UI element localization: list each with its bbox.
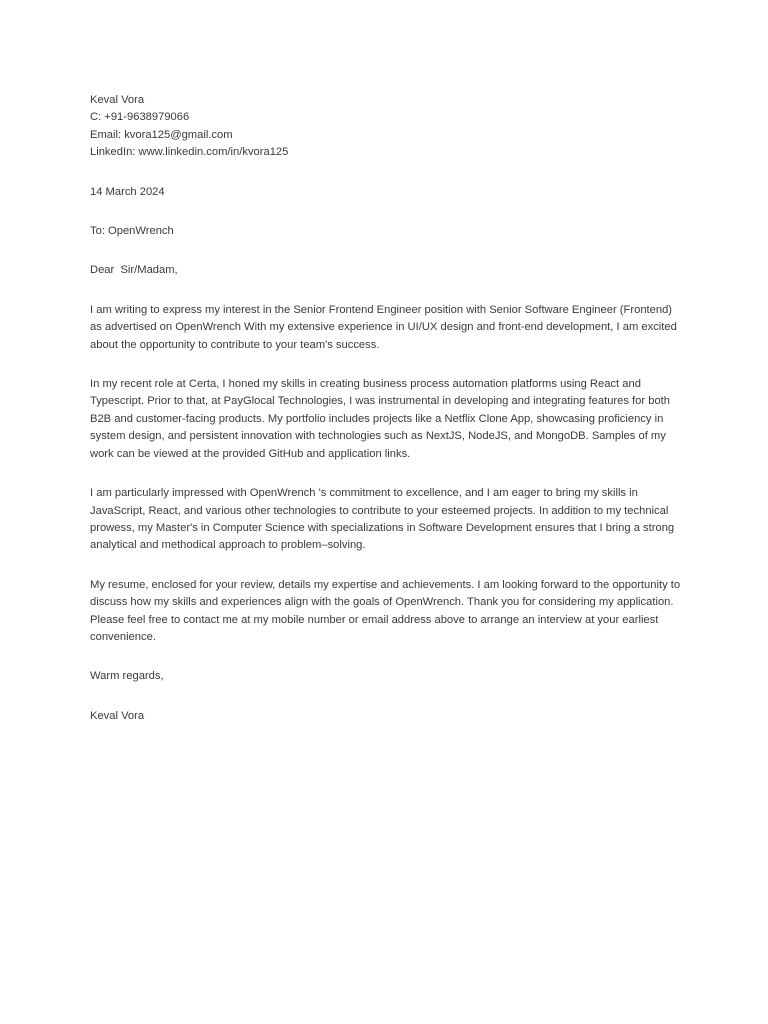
body-paragraph-2: In my recent role at Certa, I honed my skills in creating business process automation platforms using React and Typescript. Prior to that, at PayGlocal Technologies, I was instrumental in developing and integrating features for both B2B and customer-facing products. My portfolio includes projects like a Netflix Clone App, showcasing proficiency in system design, and persistent innovation with technologies such as NextJS, NodeJS, and MongoDB. Samples of my work can be viewed at the provided GitHub and application links. — [90, 378, 670, 460]
body-paragraph-4: My resume, enclosed for your review, details my expertise and achievements. I am looking forward to the opportunity to discuss how my skills and experiences align with the goals of OpenWrench. Thank you for considering my application. Please feel free to contact me at my mobile number or email address above to arrange an interview at your earliest convenience. — [90, 578, 681, 643]
letter-closing: Warm regards, — [90, 670, 164, 683]
sender-email: Email: kvora125@gmail.com — [90, 128, 233, 141]
letter-date: 14 March 2024 — [90, 185, 165, 198]
cover-letter — [90, 92, 682, 747]
body-paragraph-1: I am writing to express my interest in the Senior Frontend Engineer position with Senior Software Engineer (Frontend) as advertised on OpenWrench With my extensive experience in UI/UX design and front-end development, I am excited about the opportunity to contribute to your team's success. — [90, 303, 677, 351]
sender-linkedin: LinkedIn: www.linkedin.com/in/kvora125 — [90, 146, 289, 159]
sender-contact-block — [90, 92, 682, 162]
letter-salutation: Dear Sir/Madam, — [90, 264, 178, 277]
letter-signature: Keval Vora — [90, 709, 145, 722]
letter-recipient: To: OpenWrench — [90, 225, 174, 238]
sender-phone: C: +91-9638979066 — [90, 111, 190, 124]
sender-name: Keval Vora — [90, 94, 145, 106]
body-paragraph-3: I am particularly impressed with OpenWrench 's commitment to excellence, and I am eager to bring my skills in JavaScript, React, and various other technologies to contribute to your esteemed projects. In addition to my technical prowess, my Master's in Computer Science with specializations in Software Development ensures that I bring a strong analytical and methodical approach to problem–solving. — [90, 487, 675, 552]
